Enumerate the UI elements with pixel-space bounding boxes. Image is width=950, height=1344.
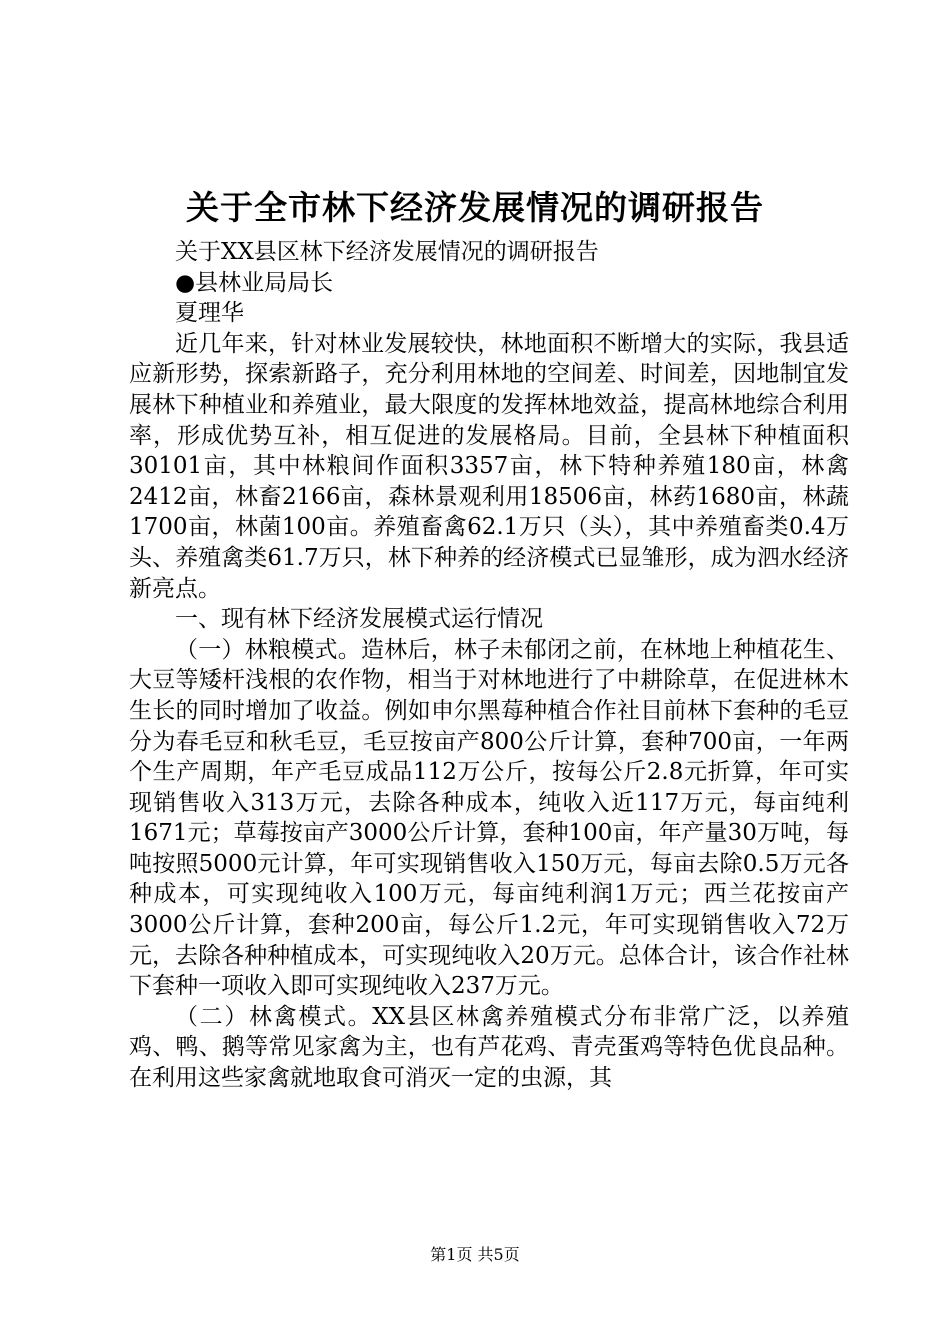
document-body (129, 237, 849, 1094)
forest-poultry-paragraph: （二）林禽模式。XX县区林禽养殖模式分布非常广泛，以养殖鸡、鸭、鹅等常见家禽为主，也有芦花鸡、青壳蛋鸡等特色优良品种。在利用这些家禽就地取食可消灭一定的虫源，其 (129, 1003, 849, 1092)
author-name-paragraph: 夏理华 (175, 300, 244, 327)
forest-grain-paragraph: （一）林粮模式。造林后，林子未郁闭之前，在林地上种植花生、大豆等矮杆浅根的农作物，相当于对林地进行了中耕除草，在促进林木生长的同时增加了收益。例如申尔黑莓种植合作社目前林下套种的毛豆分为春毛豆和秋毛豆，毛豆按亩产800公斤计算，套种700亩，一年两个生产周期，年产毛豆成品112万公斤，按每公斤2.8元折算，年可实现销售收入313万元，去除各种成本，纯收入近117万元，每亩纯利1671元；草莓按亩产3000公斤计算，套种100亩，年产量30万吨，每吨按照5000元计算，年可实现销售收入150万元，每亩去除0.5万元各种成本，可实现纯收入100万元，每亩纯利润1万元；西兰花按亩产3000公斤计算，套种200亩，每公斤1.2元，年可实现销售收入72万元，去除各种种植成本，可实现纯收入20万元。总体合计，该合作社林下套种一项收入即可实现纯收入237万元。 (129, 636, 849, 1000)
section-heading: 一、现有林下经济发展模式运行情况 (175, 606, 543, 633)
page-number-footer: 第1页 共5页 (430, 1245, 520, 1264)
intro-paragraph: 近几年来，针对林业发展较快，林地面积不断增大的实际，我县适应新形势，探索新路子，充分利用林地的空间差、时间差，因地制宜发展林下种植业和养殖业，最大限度的发挥林地效益，提高林地综合利用率，形成优势互补，相互促进的发展格局。目前，全县林下种植面积30101亩，其中林粮间作面积3357亩，林下特种养殖180亩，林禽2412亩，林畜2166亩，森林景观利用18506亩，林药1680亩，林蔬1700亩，林菌100亩。养殖畜禽62.1万只（头），其中养殖畜类0.4万头、养殖禽类61.7万只，林下种养的经济模式已显雏形，成为泗水经济新亮点。 (129, 330, 849, 602)
document-title: 关于全市林下经济发展情况的调研报告 (186, 188, 764, 227)
author-position-paragraph: ●县林业局局长 (175, 269, 334, 296)
subtitle-paragraph: 关于XX县区林下经济发展情况的调研报告 (175, 239, 599, 265)
